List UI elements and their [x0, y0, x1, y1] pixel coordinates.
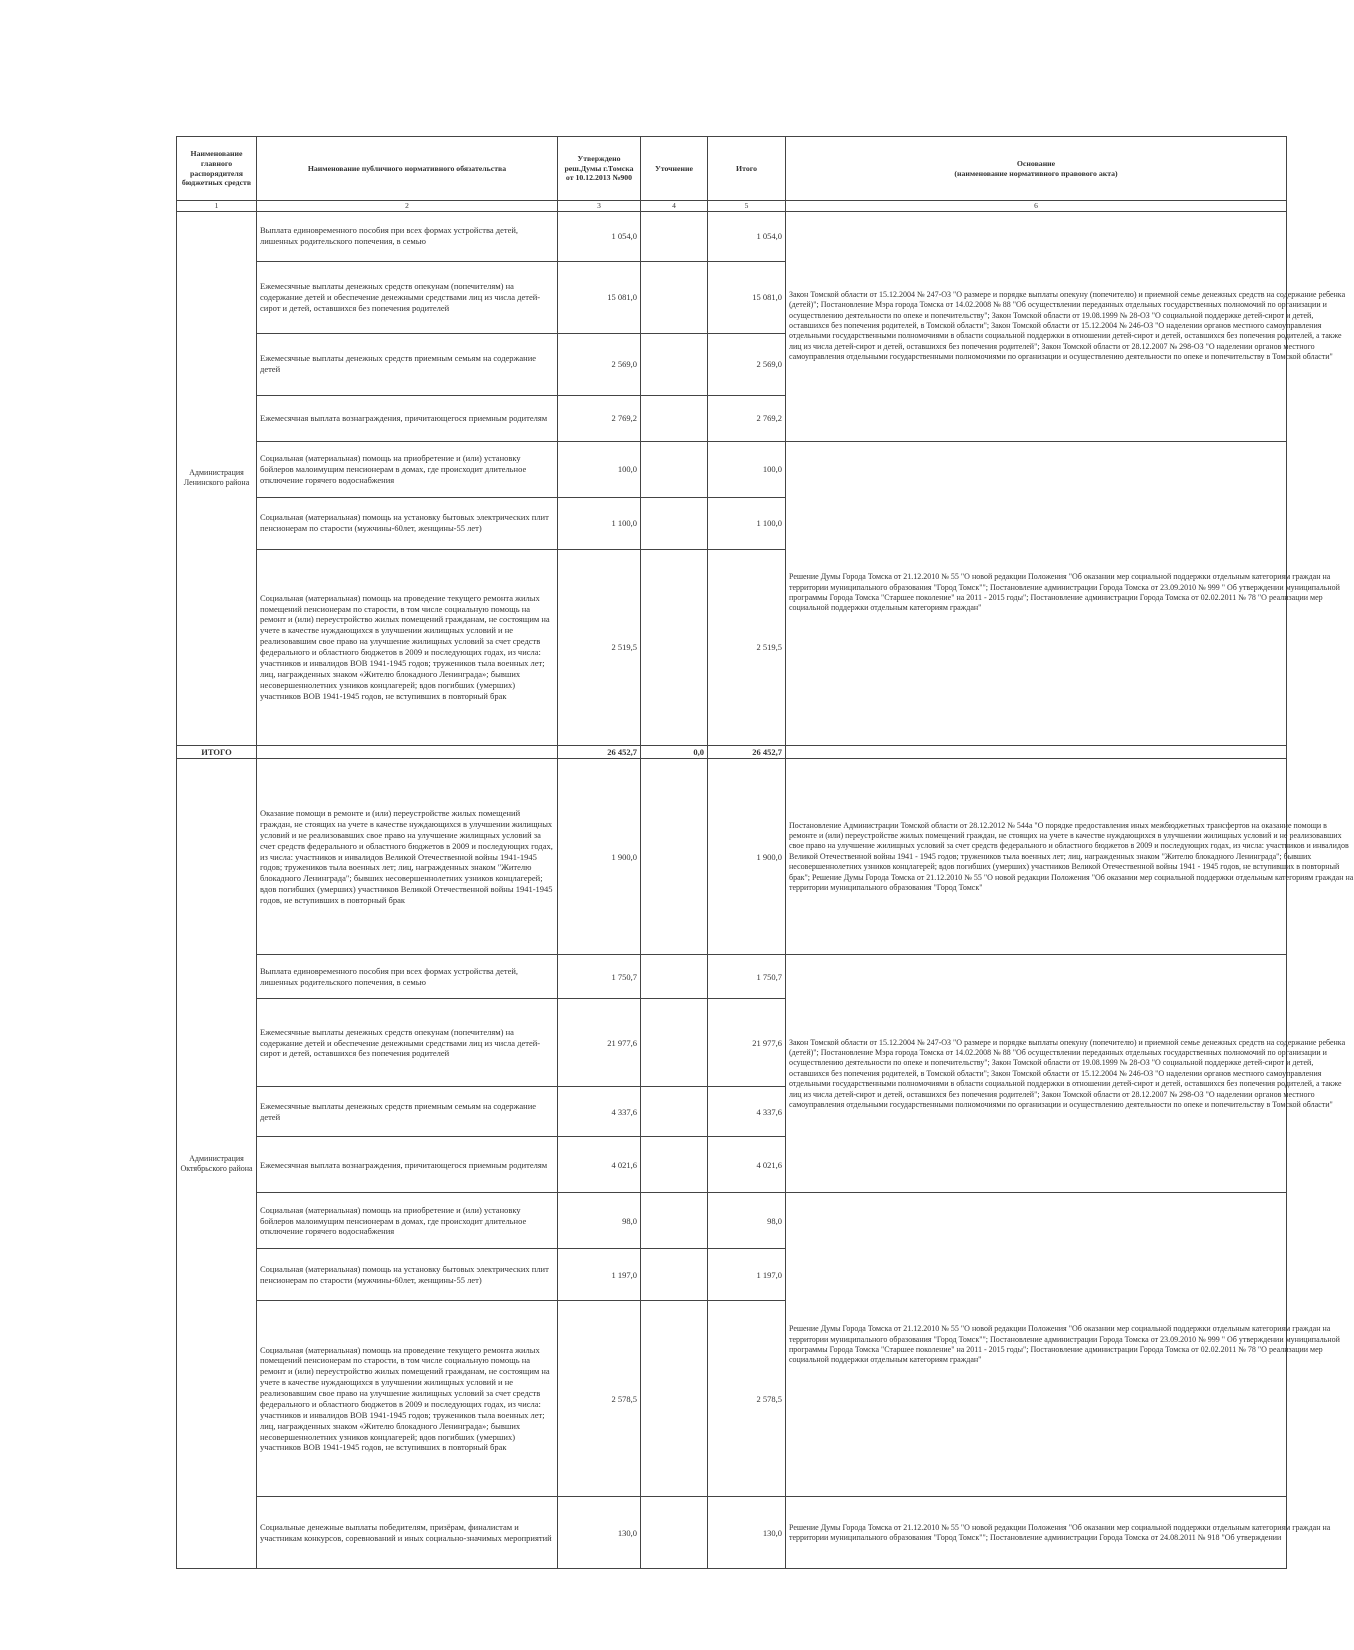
- total-amount: 2 769,2: [708, 395, 786, 441]
- column-number: 3: [558, 201, 641, 212]
- approved-amount: 98,0: [558, 1193, 641, 1249]
- total-amount: 2 519,5: [708, 549, 786, 745]
- obligation-desc: Социальная (материальная) помощь на приобретение и (или) установку бойлеров малоимущим пенсионерам в домах, где происходит длительное отключение горячего водоснабжения: [257, 441, 558, 497]
- obligation-desc: Выплата единовременного пособия при всех формах устройства детей, лишенных родительского попечения, в семью: [257, 955, 558, 999]
- approved-amount: 1 100,0: [558, 497, 641, 549]
- obligation-desc: Социальная (материальная) помощь на проведение текущего ремонта жилых помещений пенсионерам по старости, в том числе социальную помощь на ремонт и (или) переустройство жилых помещений гражданам, не состоящим на учете в качестве нуждающихся в улучшении жилищных условий и не реализовавшим свое право на улучшение жилищных условий за счет средств федерального и областного бюджетов в 2009 и последующих годах, из числа: участников и инвалидов ВОВ 1941-1945 годов; тружеников тыла военных лет; лиц, награжденных знаком «Жителю блокадного Ленинграда»; бывших несовершеннолетних узников концлагерей; вдов погибших (умерших) участников ВОВ 1941-1945 годов, не вступивших в повторный брак: [257, 549, 558, 745]
- total-amount: 1 100,0: [708, 497, 786, 549]
- header-basis-title: Основание: [1016, 158, 1056, 168]
- table-row: [177, 1497, 1287, 1569]
- approved-amount: 100,0: [558, 441, 641, 497]
- approved-amount: 2 569,0: [558, 333, 641, 395]
- change-amount: [641, 211, 708, 261]
- total-amount: 1 054,0: [708, 211, 786, 261]
- total-amount: 98,0: [708, 1193, 786, 1249]
- total-row: [177, 745, 1287, 759]
- total-empty: [257, 745, 558, 759]
- obligation-desc: Социальная (материальная) помощь на приобретение и (или) установку бойлеров малоимущим пенсионерам в домах, где происходит длительное отключение горячего водоснабжения: [257, 1193, 558, 1249]
- column-number: 4: [641, 201, 708, 212]
- change-amount: [641, 333, 708, 395]
- obligation-desc: Социальная (материальная) помощь на установку бытовых электрических плит пенсионерам по старости (мужчины-60лет, женщины-55 лет): [257, 1249, 558, 1301]
- basis-text: Решение Думы Города Томска от 21.12.2010 № 55 "О новой редакции Положения "Об оказании мер социальной поддержки отдельным категориям граждан на территории муниципального образования "Город Томск""; Постановление администрации Города Томска от 23.09.2010 № 999 " Об утверждении муниципальной программы Города Томска "Старшее поколение" на 2011 - 2015 годы"; Постановление администрации Города Томска от 02.02.2011 № 78 "О реализации мер социальной поддержки отдельным категориям граждан": [789, 572, 1340, 613]
- basis-cell: [786, 955, 1346, 1193]
- basis-cell: [786, 1497, 1331, 1569]
- approved-amount: 4 021,6: [558, 1137, 641, 1193]
- change-amount: [641, 497, 708, 549]
- total-amount: 15 081,0: [708, 261, 786, 333]
- budget-obligations-table-page: [176, 136, 1354, 1569]
- header-manager: Наименование главного распорядителя бюджетных средств: [177, 137, 257, 201]
- header-approved: Утверждено реш.Думы г.Томска от 10.12.2013 №900: [558, 137, 641, 201]
- obligation-desc: Ежемесячные выплаты денежных средств опекунам (попечителям) на содержание детей и обеспечение денежными средствами лиц из числа детей-сирот и детей, оставшихся без попечения родителей: [257, 261, 558, 333]
- table-row: [177, 955, 1287, 999]
- change-amount: [641, 549, 708, 745]
- obligation-desc: Ежемесячные выплаты денежных средств приемным семьям на содержание детей: [257, 1087, 558, 1137]
- total-amount: 1 900,0: [708, 759, 786, 955]
- basis-text: Закон Томской области от 15.12.2004 № 247-ОЗ "О размере и порядке выплаты опекуну (попечителю) и приемной семье денежных средств на содержание ребенка (детей)"; Постановление Мэра города Томска от 14.02.2008 № 88 "Об осуществлении переданных отдельных государственных полномочий по организации и осуществлению деятельности по опеке и попечительству"; Закон Томской области от 19.08.1999 № 28-ОЗ "О социальной поддержке детей-сирот и детей, оставшихся без попечения родителей, в Томской области"; Закон Томской области от 15.12.2004 № 246-ОЗ "О наделении органов местного самоуправления отдельными государственными полномочиями в области социальной поддержки в отношении детей-сирот и детей, оставшихся без попечения родителей, а также лиц из числа детей-сирот и детей, оставшихся без попечения родителей"; Закон Томской области от 28.12.2007 № 298-ОЗ "О наделении органов местного самоуправления отдельными государственными полномочиями по организации и осуществлению деятельности по опеке и попечительству в Томской области": [789, 1037, 1346, 1109]
- total-basis-empty: [786, 745, 1287, 759]
- total-amount: 4 021,6: [708, 1137, 786, 1193]
- table-row: [177, 759, 1287, 955]
- change-amount: [641, 395, 708, 441]
- obligation-desc: Ежемесячные выплаты денежных средств приемным семьям на содержание детей: [257, 333, 558, 395]
- change-amount: [641, 1087, 708, 1137]
- basis-cell: [786, 211, 1346, 441]
- change-amount: [641, 1193, 708, 1249]
- dept-cell: Администрация Ленинского района: [177, 211, 257, 745]
- total-amount: 1 197,0: [708, 1249, 786, 1301]
- dept-cell: Администрация Октябрьского района: [177, 759, 257, 1569]
- change-amount: [641, 441, 708, 497]
- obligation-desc: Ежемесячные выплаты денежных средств опекунам (попечителям) на содержание детей и обеспечение денежными средствами лиц из числа детей-сирот и детей, оставшихся без попечения родителей: [257, 999, 558, 1087]
- column-number: 1: [177, 201, 257, 212]
- total-total: 26 452,7: [708, 745, 786, 759]
- obligation-desc: Оказание помощи в ремонте и (или) переустройстве жилых помещений граждан, не стоящих на учете в качестве нуждающихся в улучшении жилищных условий и не реализовавших свое право на улучшение жилищных условий за счет средств федерального и областного бюджетов в 2009 и последующих годах, из числа: участников и инвалидов Великой Отечественной войны 1941-1945 годов; тружеников тыла военных лет; лиц, награжденных знаком "Жителю блокадного Ленинграда"; бывших несовершеннолетних узников концлагерей; вдов погибших (умерших) участников Великой Отечественной войны 1941-1945 годов, не вступивших в повторный брак: [257, 759, 558, 955]
- header-basis-subtitle: (наименование нормативного правового акта): [954, 168, 1118, 178]
- obligation-desc: Социальные денежные выплаты победителям, призёрам, финалистам и участникам конкурсов, соревнований и иных социально-значимых мероприятий: [257, 1497, 558, 1569]
- total-amount: 21 977,6: [708, 999, 786, 1087]
- change-amount: [641, 261, 708, 333]
- header-row: [177, 137, 1287, 201]
- column-number: 5: [708, 201, 786, 212]
- approved-amount: 1 054,0: [558, 211, 641, 261]
- header-basis: [786, 137, 1287, 201]
- basis-cell: [786, 759, 1354, 955]
- obligation-desc: Социальная (материальная) помощь на проведение текущего ремонта жилых помещений пенсионерам по старости, в том числе социальную помощь на ремонт и (или) переустройство жилых помещений гражданам, не состоящим на учете в качестве нуждающихся в улучшении жилищных условий и не реализовавшим свое право на улучшение жилищных условий за счет средств федерального и областного бюджетов в 2009 и последующих годах, из числа: участников и инвалидов ВОВ 1941-1945 годов; тружеников тыла военных лет; лиц, награжденных знаком «Жителю блокадного Ленинграда»; бывших несовершеннолетних узников концлагерей; вдов погибших (умерших) участников ВОВ 1941-1945 годов, не вступивших в повторный брак: [257, 1301, 558, 1497]
- approved-amount: 2 769,2: [558, 395, 641, 441]
- obligation-desc: Ежемесячная выплата вознаграждения, причитающегося приемным родителям: [257, 395, 558, 441]
- change-amount: [641, 1497, 708, 1569]
- total-approved: 26 452,7: [558, 745, 641, 759]
- total-amount: 2 578,5: [708, 1301, 786, 1497]
- approved-amount: 15 081,0: [558, 261, 641, 333]
- header-obligation: Наименование публичного нормативного обязательства: [257, 137, 558, 201]
- header-change: Уточнение: [641, 137, 708, 201]
- total-amount: 4 337,6: [708, 1087, 786, 1137]
- approved-amount: 21 977,6: [558, 999, 641, 1087]
- change-amount: [641, 759, 708, 955]
- header-total: Итого: [708, 137, 786, 201]
- basis-cell: [786, 441, 1340, 745]
- total-amount: 2 569,0: [708, 333, 786, 395]
- column-number: 6: [786, 201, 1287, 212]
- obligations-table: [176, 136, 1354, 1569]
- approved-amount: 4 337,6: [558, 1087, 641, 1137]
- change-amount: [641, 955, 708, 999]
- basis-text: Решение Думы Города Томска от 21.12.2010 № 55 "О новой редакции Положения "Об оказании мер социальной поддержки отдельным категориям граждан на территории муниципального образования "Город Томск""; Постановление администрации Города Томска от 23.09.2010 № 999 " Об утверждении муниципальной программы Города Томска "Старшее поколение" на 2011 - 2015 годы"; Постановление администрации Города Томска от 02.02.2011 № 78 "О реализации мер социальной поддержки отдельным категориям граждан": [789, 1324, 1340, 1365]
- table-row: [177, 441, 1287, 497]
- change-amount: [641, 1249, 708, 1301]
- approved-amount: 2 519,5: [558, 549, 641, 745]
- total-amount: 130,0: [708, 1497, 786, 1569]
- table-row: [177, 211, 1287, 261]
- column-number: 2: [257, 201, 558, 212]
- obligation-desc: Выплата единовременного пособия при всех формах устройства детей, лишенных родительского попечения, в семью: [257, 211, 558, 261]
- approved-amount: 1 197,0: [558, 1249, 641, 1301]
- table-row: [177, 1193, 1287, 1249]
- obligation-desc: Ежемесячная выплата вознаграждения, причитающегося приемным родителям: [257, 1137, 558, 1193]
- basis-cell: [786, 1193, 1340, 1497]
- basis-text: Постановление Администрации Томской области от 28.12.2012 № 544а "О порядке предоставления иных межбюджетных трансфертов на оказание помощи в ремонте и (или) переустройстве жилых помещений граждан, не стоящих на учете в качестве нуждающихся в улучшении жилищных условий и не реализовавших свое право на улучшение жилищных условий за счет средств федерального и областного бюджетов в 2009 и последующих годах, из числа: участников и инвалидов Великой Отечественной войны 1941 - 1945 годов; тружеников тыла военных лет; лиц, награжденных знаком "Жителю блокадного Ленинграда"; бывших несовершеннолетних узников концлагерей; вдов погибших (умерших) участников Великой Отечественной войны 1941 - 1945 годов, не вступивших в повторный брак"; Решение Думы Города Томска от 21.12.2010 № 55 "О новой редакции Положения "Об оказании мер социальной поддержки отдельным категориям граждан на территории муниципального образования "Город Томск": [789, 820, 1354, 892]
- change-amount: [641, 1137, 708, 1193]
- total-amount: 100,0: [708, 441, 786, 497]
- approved-amount: 1 750,7: [558, 955, 641, 999]
- basis-text: Закон Томской области от 15.12.2004 № 247-ОЗ "О размере и порядке выплаты опекуну (попечителю) и приемной семье денежных средств на содержание ребенка (детей)"; Постановление Мэра города Томска от 14.02.2008 № 88 "Об осуществлении переданных отдельных государственных полномочий по организации и осуществлению деятельности по опеке и попечительству"; Закон Томской области от 19.08.1999 № 28-ОЗ "О социальной поддержке детей-сирот и детей, оставшихся без попечения родителей, в Томской области"; Закон Томской области от 15.12.2004 № 246-ОЗ "О наделении органов местного самоуправления отдельными государственными полномочиями в области социальной поддержки в отношении детей-сирот и детей, оставшихся без попечения родителей, а также лиц из числа детей-сирот и детей, оставшихся без попечения родителей"; Закон Томской области от 28.12.2007 № 298-ОЗ "О наделении органов местного самоуправления отдельными государственными полномочиями по организации и осуществлению деятельности по опеке и попечительству в Томской области": [789, 289, 1346, 362]
- approved-amount: 2 578,5: [558, 1301, 641, 1497]
- approved-amount: 1 900,0: [558, 759, 641, 955]
- approved-amount: 130,0: [558, 1497, 641, 1569]
- total-label: ИТОГО: [177, 745, 257, 759]
- basis-text: Решение Думы Города Томска от 21.12.2010 № 55 "О новой редакции Положения "Об оказании мер социальной поддержки отдельным категориям граждан на территории муниципального образования "Город Томск""; Постановление администрации Города Томска от 24.08.2011 № 918 "Об утверждении: [789, 1522, 1331, 1542]
- total-amount: 1 750,7: [708, 955, 786, 999]
- total-change: 0,0: [641, 745, 708, 759]
- column-number-row: [177, 201, 1287, 212]
- change-amount: [641, 999, 708, 1087]
- change-amount: [641, 1301, 708, 1497]
- obligation-desc: Социальная (материальная) помощь на установку бытовых электрических плит пенсионерам по старости (мужчины-60лет, женщины-55 лет): [257, 497, 558, 549]
